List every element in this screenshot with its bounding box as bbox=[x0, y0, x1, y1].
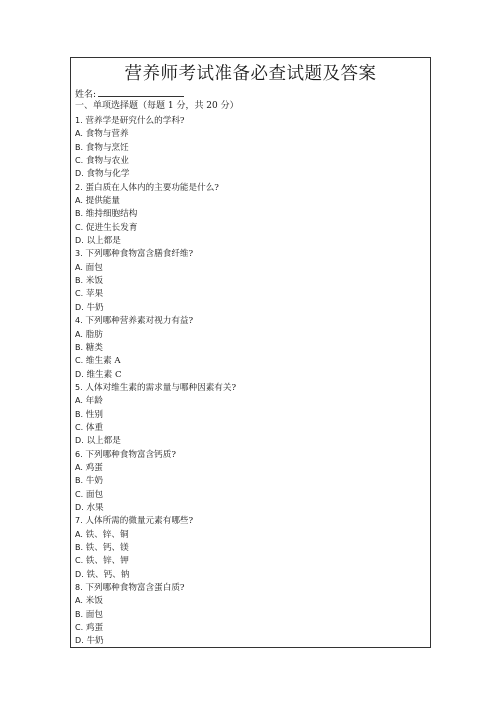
answer-option[interactable] bbox=[75, 594, 426, 607]
question-number: 4. bbox=[75, 316, 83, 326]
answer-option[interactable] bbox=[75, 634, 426, 647]
option-text: 以上都是 bbox=[86, 236, 121, 247]
answer-option[interactable] bbox=[75, 488, 426, 501]
option-letter: B. bbox=[75, 409, 84, 419]
option-letter: A. bbox=[75, 596, 83, 606]
question-number: 2. bbox=[75, 182, 83, 192]
option-letter: B. bbox=[75, 543, 84, 552]
answer-option[interactable] bbox=[75, 328, 426, 341]
answer-option[interactable] bbox=[75, 274, 426, 287]
answer-option[interactable] bbox=[75, 608, 426, 621]
answer-option[interactable] bbox=[75, 301, 426, 314]
name-label: 姓名: bbox=[75, 90, 97, 100]
answer-option[interactable] bbox=[75, 194, 426, 207]
page-title: 营养师考试准备必查试题及答案 bbox=[124, 64, 377, 84]
question-number: 1. bbox=[75, 116, 83, 125]
option-letter: D. bbox=[75, 502, 84, 512]
option-text: 提供能量 bbox=[85, 196, 120, 207]
answer-option[interactable] bbox=[75, 621, 426, 634]
option-text: 铁、锌、铜 bbox=[85, 529, 129, 540]
section-heading: 一、单项选择题（每题 1 分，共 20 分） bbox=[75, 101, 239, 111]
answer-option[interactable] bbox=[75, 354, 426, 367]
answer-option[interactable] bbox=[75, 261, 426, 274]
option-letter: A. bbox=[75, 129, 83, 139]
answer-option[interactable] bbox=[75, 368, 426, 381]
option-text: 米饭 bbox=[85, 276, 103, 287]
answer-option[interactable] bbox=[75, 167, 426, 180]
option-text: 面包 bbox=[85, 262, 103, 273]
option-letter: C. bbox=[75, 356, 84, 366]
option-letter: B. bbox=[75, 476, 84, 486]
option-letter: D. bbox=[75, 436, 84, 446]
option-letter: C. bbox=[75, 422, 84, 432]
option-letter: C. bbox=[75, 556, 84, 566]
question-text: 营养学是研究什么的学科? bbox=[85, 116, 185, 126]
option-text: 牛奶 bbox=[85, 476, 103, 487]
option-letter: B. bbox=[75, 276, 84, 286]
option-text: 糖类 bbox=[85, 342, 103, 353]
option-text: 米饭 bbox=[85, 596, 103, 607]
option-text: 食物与化学 bbox=[86, 169, 130, 180]
option-letter: A. bbox=[75, 329, 83, 339]
option-letter: B. bbox=[75, 142, 84, 152]
question-text: 人体对维生素的需求量与哪种因素有关? bbox=[85, 382, 237, 393]
answer-option[interactable] bbox=[75, 127, 426, 140]
answer-option[interactable] bbox=[75, 541, 426, 554]
option-letter: C. bbox=[75, 156, 84, 166]
option-text: 铁、锌、钾 bbox=[85, 556, 129, 567]
option-letter: C. bbox=[75, 623, 84, 633]
answer-option[interactable] bbox=[75, 154, 426, 167]
question-stem bbox=[75, 114, 426, 127]
option-text: 牛奶 bbox=[86, 302, 104, 313]
option-letter: A. bbox=[75, 462, 83, 472]
answer-option[interactable] bbox=[75, 434, 426, 447]
answer-option[interactable] bbox=[75, 554, 426, 567]
option-text: 体重 bbox=[85, 422, 104, 433]
option-letter: A. bbox=[75, 196, 83, 206]
option-text: 苹果 bbox=[85, 289, 104, 300]
option-text: 铁、钙、镁 bbox=[85, 543, 129, 553]
option-letter: D. bbox=[75, 169, 84, 179]
question-stem bbox=[75, 581, 426, 594]
option-letter: D. bbox=[75, 569, 84, 579]
option-text: 鸡蛋 bbox=[85, 462, 103, 473]
option-text: 面包 bbox=[85, 609, 103, 620]
option-letter: C. bbox=[75, 489, 84, 499]
option-text: 脂肪 bbox=[85, 329, 103, 340]
exam-sheet-frame bbox=[70, 57, 431, 648]
option-letter: A. bbox=[75, 262, 83, 272]
option-text: 促进生长发育 bbox=[85, 222, 138, 233]
option-letter: D. bbox=[75, 236, 84, 246]
answer-option[interactable] bbox=[75, 568, 426, 581]
option-text: 年龄 bbox=[85, 396, 103, 407]
question-number: 7. bbox=[75, 516, 83, 526]
answer-option[interactable] bbox=[75, 501, 426, 514]
answer-option[interactable] bbox=[75, 221, 426, 234]
option-letter: B. bbox=[75, 342, 84, 352]
question-stem bbox=[75, 181, 426, 194]
option-text: 以上都是 bbox=[86, 436, 121, 447]
question-number: 5. bbox=[75, 382, 83, 392]
option-letter: B. bbox=[75, 609, 84, 619]
answer-option[interactable] bbox=[75, 528, 426, 541]
option-letter: D. bbox=[75, 302, 84, 312]
question-stem bbox=[75, 381, 426, 394]
option-letter: A. bbox=[75, 396, 83, 406]
answer-option[interactable] bbox=[75, 234, 426, 247]
option-text: 食物与农业 bbox=[85, 156, 129, 167]
question-stem bbox=[75, 247, 426, 260]
question-text: 下列哪种营养素对视力有益? bbox=[85, 316, 194, 327]
name-field-row bbox=[75, 88, 184, 101]
option-letter: D. bbox=[75, 636, 84, 646]
answer-option[interactable] bbox=[75, 287, 426, 300]
answer-option[interactable] bbox=[75, 408, 426, 421]
answer-option[interactable] bbox=[75, 141, 426, 154]
option-text: 牛奶 bbox=[86, 636, 104, 647]
question-number: 8. bbox=[75, 583, 83, 593]
answer-option[interactable] bbox=[75, 421, 426, 434]
option-letter: D. bbox=[75, 369, 84, 379]
answer-option[interactable] bbox=[75, 461, 426, 474]
name-blank-line[interactable] bbox=[98, 88, 184, 97]
answer-option[interactable] bbox=[75, 394, 426, 407]
option-text: 食物与营养 bbox=[85, 129, 129, 140]
option-text: 水果 bbox=[86, 502, 104, 513]
option-text: 面包 bbox=[85, 489, 104, 500]
option-text: 铁、钙、钠 bbox=[86, 569, 130, 580]
answer-option[interactable] bbox=[75, 341, 426, 354]
question-text: 下列哪种食物富含钙质? bbox=[85, 449, 176, 460]
question-number: 3. bbox=[75, 249, 83, 259]
question-stem bbox=[75, 514, 426, 527]
question-text: 人体所需的微量元素有哪些? bbox=[85, 516, 194, 527]
option-letter: C. bbox=[75, 289, 84, 299]
option-text: 性别 bbox=[85, 409, 103, 420]
answer-option[interactable] bbox=[75, 474, 426, 487]
option-letter: C. bbox=[75, 222, 84, 232]
question-text: 蛋白质在人体内的主要功能是什么? bbox=[85, 182, 219, 193]
option-text: 维持细胞结构 bbox=[85, 209, 138, 220]
question-text: 下列哪种食物富含蛋白质? bbox=[85, 583, 185, 594]
question-stem bbox=[75, 448, 426, 461]
option-text: 食物与烹饪 bbox=[85, 142, 129, 153]
option-text: 维生素 C bbox=[86, 369, 122, 380]
question-list bbox=[75, 114, 426, 648]
question-text: 下列哪种食物富含膳食纤维? bbox=[85, 249, 194, 260]
question-number: 6. bbox=[75, 449, 83, 459]
answer-option[interactable] bbox=[75, 207, 426, 220]
question-stem bbox=[75, 314, 426, 327]
option-letter: B. bbox=[75, 209, 84, 219]
option-text: 鸡蛋 bbox=[85, 623, 104, 634]
option-text: 维生素 A bbox=[85, 356, 121, 367]
option-letter: A. bbox=[75, 529, 83, 539]
